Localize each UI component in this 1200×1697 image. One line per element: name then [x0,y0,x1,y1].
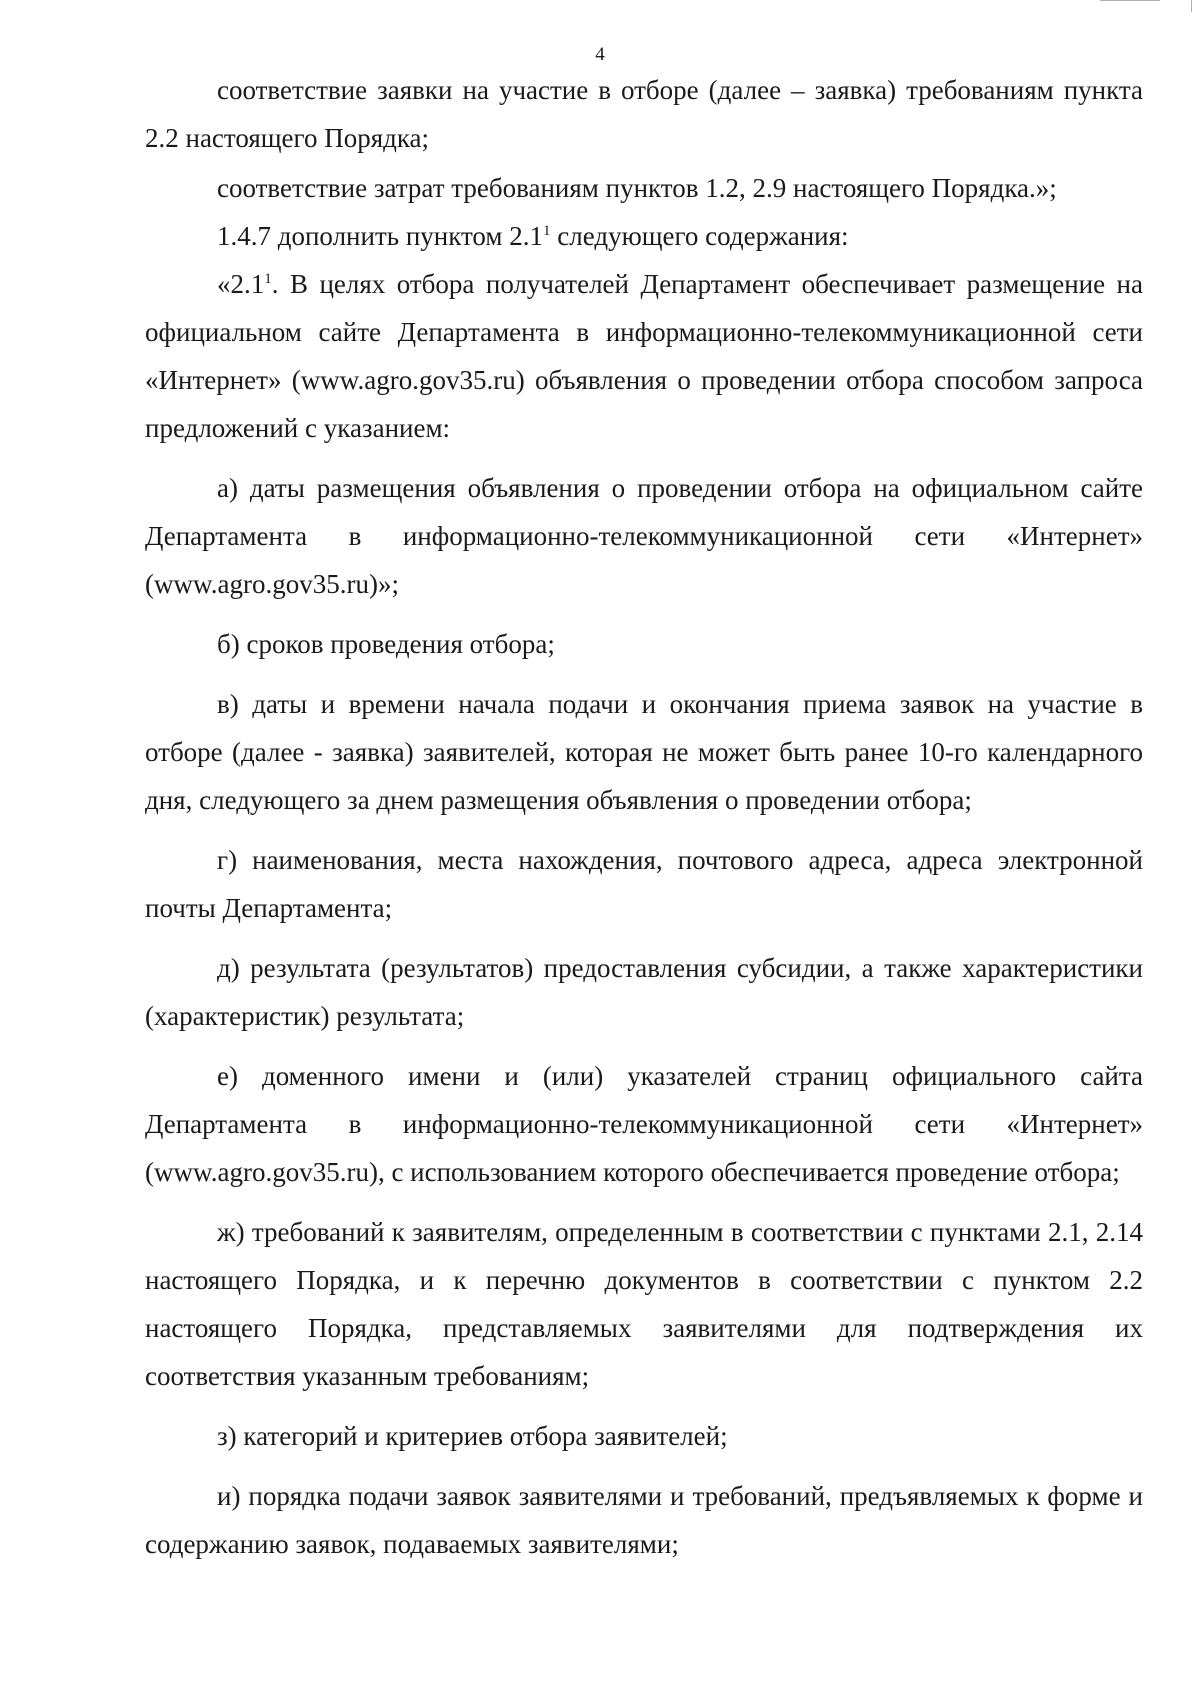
list-item-e: е) доменного имени и (или) указателей страниц официального сайта Департамента в информационно-телекоммуникационной сети «Интернет» (www.agro.gov35.ru), с использованием которого обеспечивается проведение отбора; [145,1061,1143,1187]
superscript-index: 1 [264,271,272,287]
scan-edge-mark [1100,0,1160,4]
list-item-i: и) порядка подачи заявок заявителями и требований, предъявляемых к форме и содержанию заявок, подаваемых заявителями; [145,1481,1143,1559]
list-item-d: д) результата (результатов) предоставления субсидии, а также характеристики (характеристик) результата; [145,953,1143,1031]
paragraph-clause-2-1-1 [145,260,1143,452]
paragraph-application-compliance: соответствие заявки на участие в отборе (далее – заявка) требованиям пункта 2.2 настоящего Порядка; [145,75,1143,153]
list-item-g: г) наименования, места нахождения, почтового адреса, адреса электронной почты Департамента; [145,845,1143,923]
list-item-a: а) даты размещения объявления о проведении отбора на официальном сайте Департамента в информационно-телекоммуникационной сети «Интернет» (www.agro.gov35.ru)»; [145,473,1143,599]
body-text [145,66,1143,1568]
amendment-text-start: 1.4.7 дополнить пунктом 2.1 [217,221,543,251]
superscript-index: 1 [543,223,551,239]
list-item-z: з) категорий и критериев отбора заявителей; [217,1421,728,1451]
amendment-text-end: следующего содержания: [550,221,849,251]
list-item-b: б) сроков проведения отбора; [217,629,555,659]
list-item-zh: ж) требований к заявителям, определенным в соответствии с пунктами 2.1, 2.14 настоящего Порядка, и к перечню документов в соответствии с пунктом 2.2 настоящего Порядка, представляемых заявителями для подтверждения их соответствия указанным требованиям; [145,1217,1143,1391]
paragraph-amendment-1-4-7 [145,212,1143,260]
page-number: 4 [595,44,605,65]
clause-number: «2.1 [217,269,265,299]
clause-text: . В целях отбора получателей Департамент обеспечивает размещение на официальном сайте Департамента в информационно-телекоммуникационной сети «Интернет» (www.agro.gov35.ru) объявления о проведении отбора способом запроса предложений с указанием: [145,269,1143,443]
scan-edge-tick [1191,0,1192,12]
list-item-v: в) даты и времени начала подачи и окончания приема заявок на участие в отборе (далее - заявка) заявителей, которая не может быть ранее 10-го календарного дня, следующего за днем размещения объявления о проведении отбора; [145,689,1143,815]
paragraph-costs-compliance: соответствие затрат требованиям пунктов 1.2, 2.9 настоящего Порядка.»; [217,173,1057,203]
